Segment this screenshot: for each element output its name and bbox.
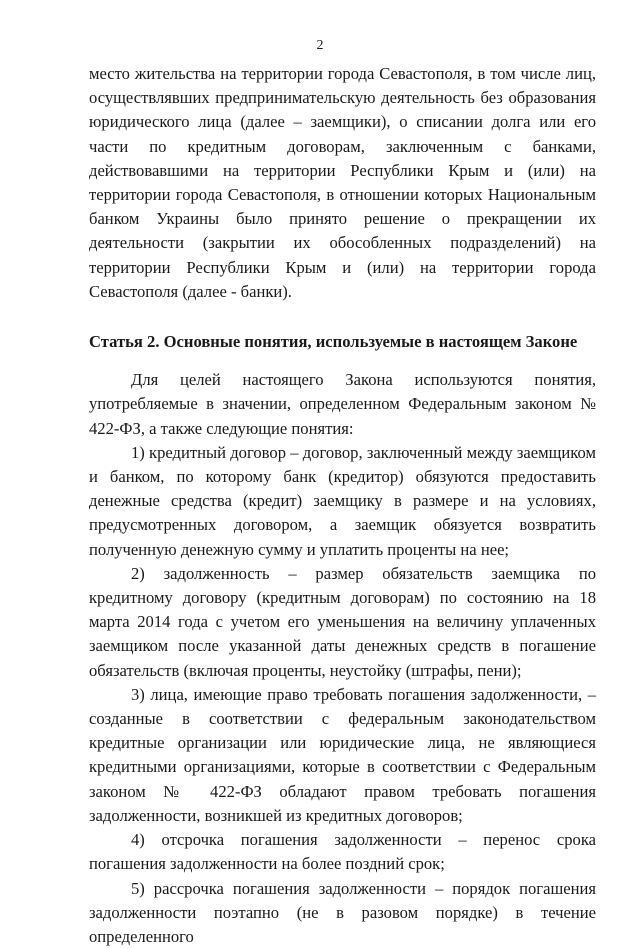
definition-item-2: 2) задолженность – размер обязательств заемщика по кредитному договору (кредитным договорам) по состоянию на 18 марта 2014 года с учетом его уменьшения на величину уплаченных заемщиком после указанной даты денежных средств в погашение обязательств (включая проценты, неустойку (штрафы, пени); [89,562,596,683]
paragraph-continuation: место жительства на территории города Севастополя, в том числе лиц, осуществлявших предпринимательскую деятельность без образования юридического лица (далее – заемщики), о списании долга или его части по кредитным договорам, заключенным с банками, действовавшими на территории Республики Крым и (или) на территории города Севастополя, в отношении которых Национальным банком Украины было принято решение о прекращении их деятельности (закрытии их обособленных подразделений) на территории Республики Крым и (или) на территории города Севастополя (далее - банки). [89,62,596,304]
article-heading: Статья 2. Основные понятия, используемые в настоящем Законе [89,330,596,354]
document-body [89,62,596,949]
definition-item-4: 4) отсрочка погашения задолженности – перенос срока погашения задолженности на более поздний срок; [89,828,596,876]
article-intro-paragraph: Для целей настоящего Закона используются понятия, употребляемые в значении, определенном Федеральным законом № 422-ФЗ, а также следующие понятия: [89,368,596,441]
page-number: 2 [0,38,640,54]
definition-item-5: 5) рассрочка погашения задолженности – порядок погашения задолженности поэтапно (не в разовом порядке) в течение определенного [89,877,596,949]
definition-item-3: 3) лица, имеющие право требовать погашения задолженности, – созданные в соответствии с федеральным законодательством кредитные организации или юридические лица, не являющиеся кредитными организациями, которые в соответствии с Федеральным законом № 422-ФЗ обладают правом требовать погашения задолженности, возникшей из кредитных договоров; [89,683,596,828]
definition-item-1: 1) кредитный договор – договор, заключенный между заемщиком и банком, по которому банк (кредитор) обязуются предоставить денежные средства (кредит) заемщику в размере и на условиях, предусмотренных договором, а заемщик обязуется возвратить полученную денежную сумму и уплатить проценты на нее; [89,441,596,562]
